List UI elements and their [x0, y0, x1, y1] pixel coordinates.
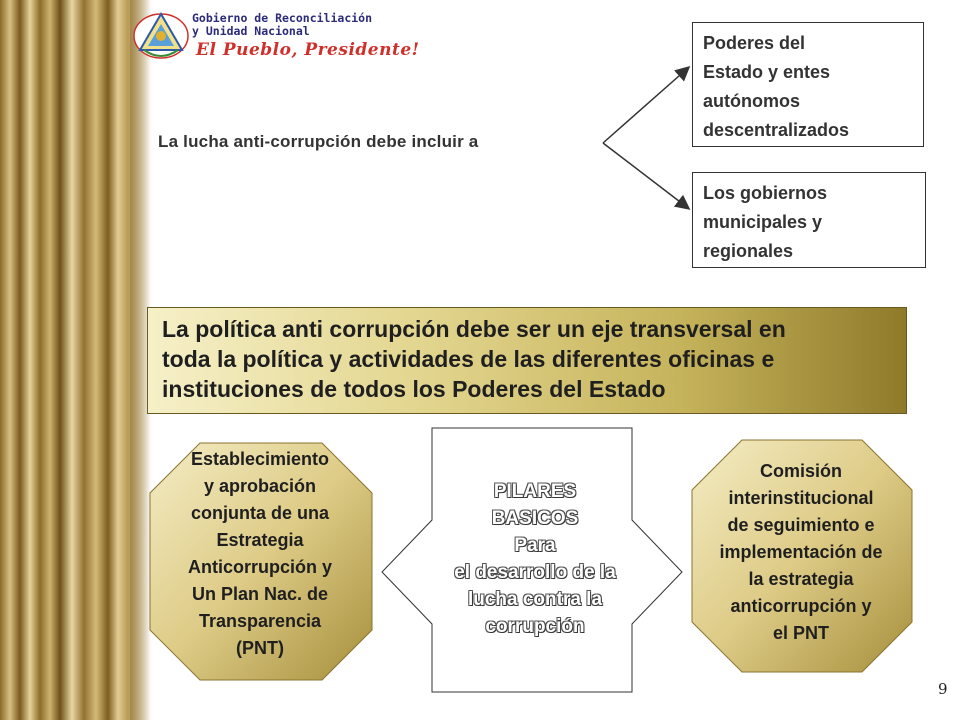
octagon-line: anticorrupción y [730, 596, 872, 616]
octagon-line: de seguimiento e [727, 515, 875, 535]
pilares-sub-line: el desarrollo de la [454, 562, 616, 583]
octagon-line: Anticorrupción y [187, 557, 332, 577]
octagon-line: Comisión [759, 461, 842, 481]
arrow-to-poderes [603, 68, 688, 143]
policy-banner [147, 307, 907, 414]
pilares-sub-line: corrupción [485, 616, 585, 637]
pilares-title-line: PILARES [493, 481, 577, 502]
right-octagon-text [690, 458, 912, 647]
banner-line: toda la política y actividades de las diferentes oficinas e [162, 346, 775, 372]
octagon-line: implementación de [719, 542, 883, 562]
octagon-line: (PNT) [236, 638, 284, 658]
octagon-line: Establecimiento [190, 449, 330, 469]
box-line: regionales [703, 241, 794, 261]
box-poderes-estado [692, 22, 924, 147]
page-number: 9 [938, 680, 948, 698]
box-gobiernos-municipales [692, 172, 926, 268]
octagon-line: Un Plan Nac. de [191, 584, 329, 604]
octagon-line: Transparencia [198, 611, 322, 631]
logo-slogan: El Pueblo, Presidente! [196, 40, 420, 60]
pilares-sub-line: lucha contra la [467, 589, 603, 610]
logo-title-line2: y Unidad Nacional [192, 24, 310, 38]
box-line: descentralizados [703, 120, 850, 140]
octagon-line: y aprobación [203, 476, 317, 496]
pilares-sub-line: Para [514, 535, 556, 556]
banner-line: instituciones de todos los Poderes del Estado [162, 376, 666, 402]
pilares-basicos-text [420, 478, 650, 640]
octagon-line: Estrategia [216, 530, 304, 550]
octagon-line: la estrategia [748, 569, 854, 589]
octagon-line: interinstitucional [728, 488, 874, 508]
lead-text: La lucha anti-corrupción debe incluir a [158, 132, 479, 151]
octagon-line: el PNT [772, 623, 829, 643]
box-line: Estado y entes [703, 62, 831, 82]
box-line: autónomos [703, 91, 800, 111]
box-line: Poderes del [703, 33, 806, 53]
box-line: Los gobiernos [703, 183, 828, 203]
arrow-to-gobiernos [603, 143, 688, 208]
octagon-line: conjunta de una [190, 503, 329, 523]
logo-title-line1: Gobierno de Reconciliación [192, 11, 373, 25]
pilares-title-line: BASICOS [491, 508, 579, 529]
box-line: municipales y [703, 212, 823, 232]
banner-line: La política anti corrupción debe ser un eje transversal en [162, 316, 786, 342]
left-octagon-text [150, 446, 370, 662]
